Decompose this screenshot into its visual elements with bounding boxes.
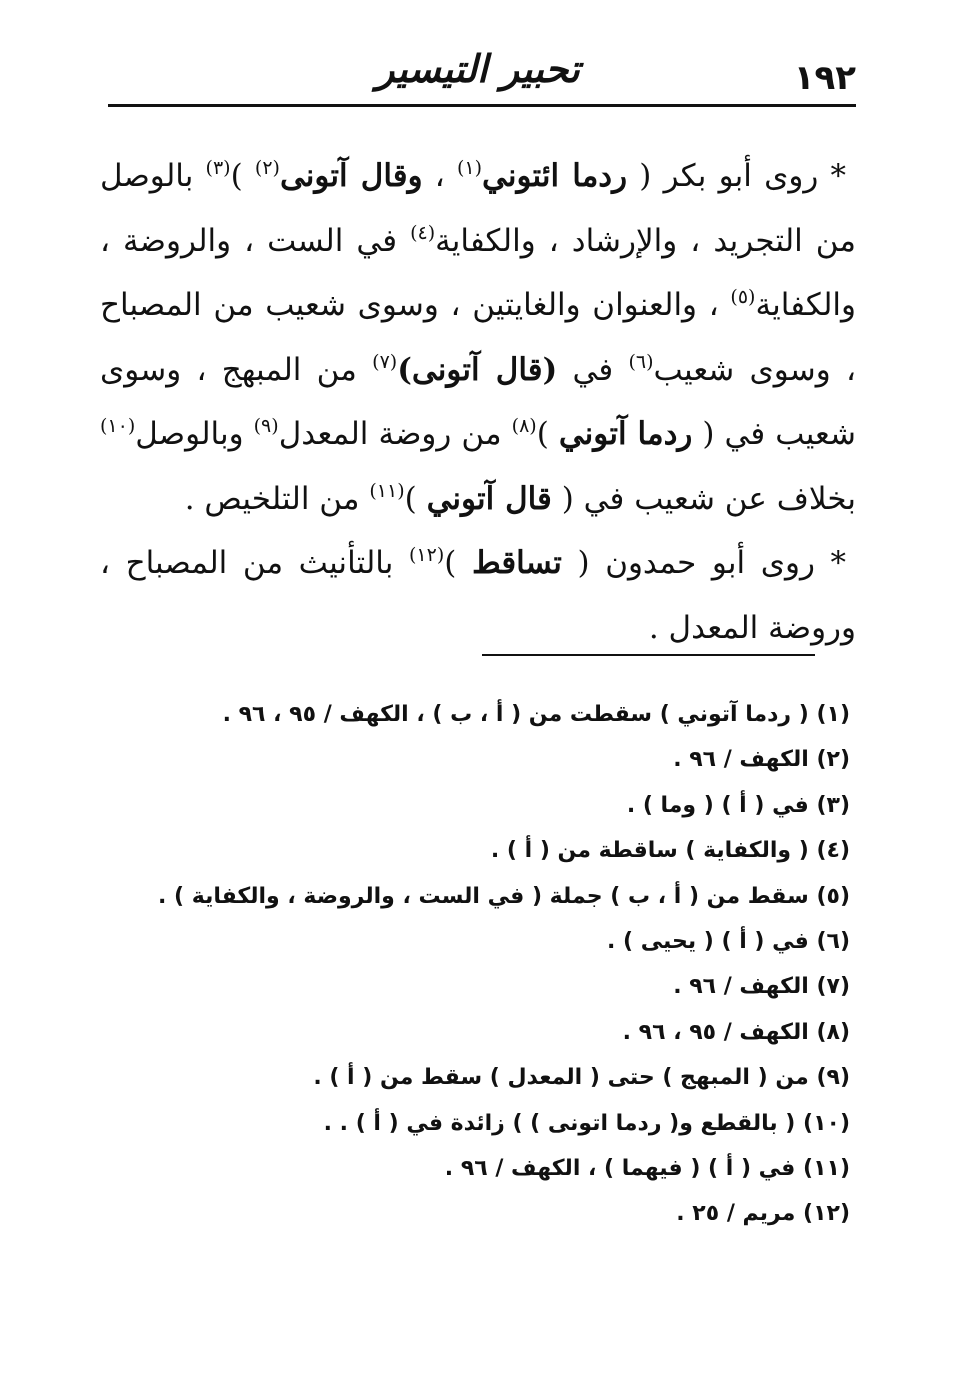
footnote	[210, 968, 850, 1013]
footnote-text: الكهف / ٩٦ .	[673, 974, 809, 1000]
footnote-number: (١١)	[803, 1155, 850, 1181]
footnote	[210, 1195, 850, 1240]
footnote	[210, 1014, 850, 1059]
text-run: من التلخيص .	[184, 480, 370, 517]
footnote-number: (٧)	[816, 974, 850, 1000]
footnote-number: (٣)	[816, 792, 850, 818]
footnote-number: (٥)	[816, 883, 850, 909]
text-run: * روى أبو بكر (	[627, 158, 846, 194]
quran-word: وقال آتونى	[279, 158, 423, 194]
footnote-text: في ( أ ) ( فيهما ) ، الكهف / ٩٦ .	[444, 1155, 796, 1181]
text-run: بالوصل من التجريد ، والإرشاد ، والكفاية	[100, 158, 856, 259]
footnote	[210, 1105, 850, 1150]
text-run: )	[536, 416, 559, 452]
paragraph-abu-bakr	[100, 144, 856, 531]
footnote-text: سقط من ( أ ، ب ) جملة ( في الست ، والروضة ، والكفاية ) .	[158, 883, 809, 909]
footnote	[210, 741, 850, 786]
footnote-separator	[482, 654, 815, 656]
footnote-text: الكهف / ٩٥ ، ٩٦ .	[622, 1019, 809, 1045]
footnote-marker: (٥)	[730, 286, 756, 308]
footnote-text: ( بالقطع و( ردما اتونى ) ) زائدة في ( أ ) . .	[323, 1110, 796, 1136]
footnote-text: ( والكفاية ) ساقطة من ( أ ) .	[490, 838, 809, 864]
text-run: ، والعنوان والغايتين ، وسوى شعيب من المصباح ، وسوى شعيب	[100, 287, 857, 388]
page-number: ١٩٢	[793, 58, 856, 98]
text-run: )	[230, 158, 255, 194]
footnote-marker: (٣)	[205, 157, 231, 179]
text-run: * روى أبو حمدون (	[561, 545, 847, 581]
footnote-marker: (٤)	[410, 221, 436, 244]
text-run: ،	[422, 158, 457, 194]
footnote	[210, 1150, 850, 1195]
text-run: من روضة المعدل	[278, 416, 512, 452]
footnote	[210, 832, 850, 877]
text-run: من المبهج ، وسوى شعيب في (	[100, 351, 856, 452]
text-run: وبالوصل	[135, 416, 254, 452]
footnotes	[158, 696, 850, 1241]
text-run: في الست ، والروضة ، والكفاية	[100, 222, 856, 323]
footnote-number: (١٢)	[803, 1201, 850, 1227]
footnote-text: من ( المبهج ) حتى ( المعدل ) سقط من ( أ ) .	[313, 1065, 809, 1091]
header-rule	[108, 104, 856, 107]
quran-word: ردما ائتوني	[482, 158, 628, 194]
footnote-text: ( ردما آتوني ) سقطت من ( أ ، ب ) ، الكهف / ٩٥ ، ٩٦ .	[222, 702, 809, 727]
footnote-marker: (١٠)	[100, 415, 136, 437]
header-logo: تحبير التيسير	[376, 46, 580, 91]
footnote	[210, 1059, 850, 1104]
footnote-marker: (٩)	[253, 415, 279, 437]
text-run: بخلاف عن شعيب في (	[551, 480, 856, 517]
footnote	[210, 787, 850, 832]
text-run: بالتأنيث من المصباح ، وروضة المعدل .	[100, 545, 856, 646]
footnote-text: مريم / ٢٥ .	[676, 1201, 796, 1227]
footnote-marker: (٦)	[628, 350, 654, 373]
footnote-text: في ( أ ) ( وما ) .	[626, 792, 809, 818]
footnote-number: (٦)	[816, 928, 850, 954]
footnote-number: (٩)	[816, 1065, 850, 1091]
footnote-marker: (٧)	[372, 350, 398, 373]
text-run: )	[404, 480, 427, 517]
text-run: )	[444, 545, 472, 581]
footnote-number: (١)	[816, 702, 850, 727]
quran-word: ردما آتوني	[558, 416, 693, 452]
footnote-number: (١٠)	[803, 1110, 850, 1136]
footnote-marker: (١)	[456, 157, 483, 179]
footnote-number: (٢)	[816, 747, 850, 773]
footnote-number: (٨)	[816, 1019, 850, 1045]
quran-word: تساقط	[471, 545, 562, 581]
footnote-marker: (٢)	[254, 157, 280, 179]
footnote-marker: (٨)	[511, 415, 537, 437]
footnote	[210, 923, 850, 968]
footnote-marker: (١٢)	[408, 544, 445, 566]
text-run: في	[557, 351, 629, 388]
main-text	[100, 144, 856, 660]
footnote-text: في ( أ ) ( يحيى ) .	[607, 928, 809, 954]
quran-word: (قال آتونى)	[397, 351, 558, 388]
footnote-text: الكهف / ٩٦ .	[673, 747, 809, 773]
quran-word: قال آتوني	[426, 480, 552, 517]
footnote	[210, 696, 850, 741]
footnote-number: (٤)	[816, 838, 850, 864]
footnote-marker: (١١)	[369, 479, 405, 502]
paragraph-abu-hamdun	[100, 531, 856, 660]
footnote	[158, 878, 850, 923]
